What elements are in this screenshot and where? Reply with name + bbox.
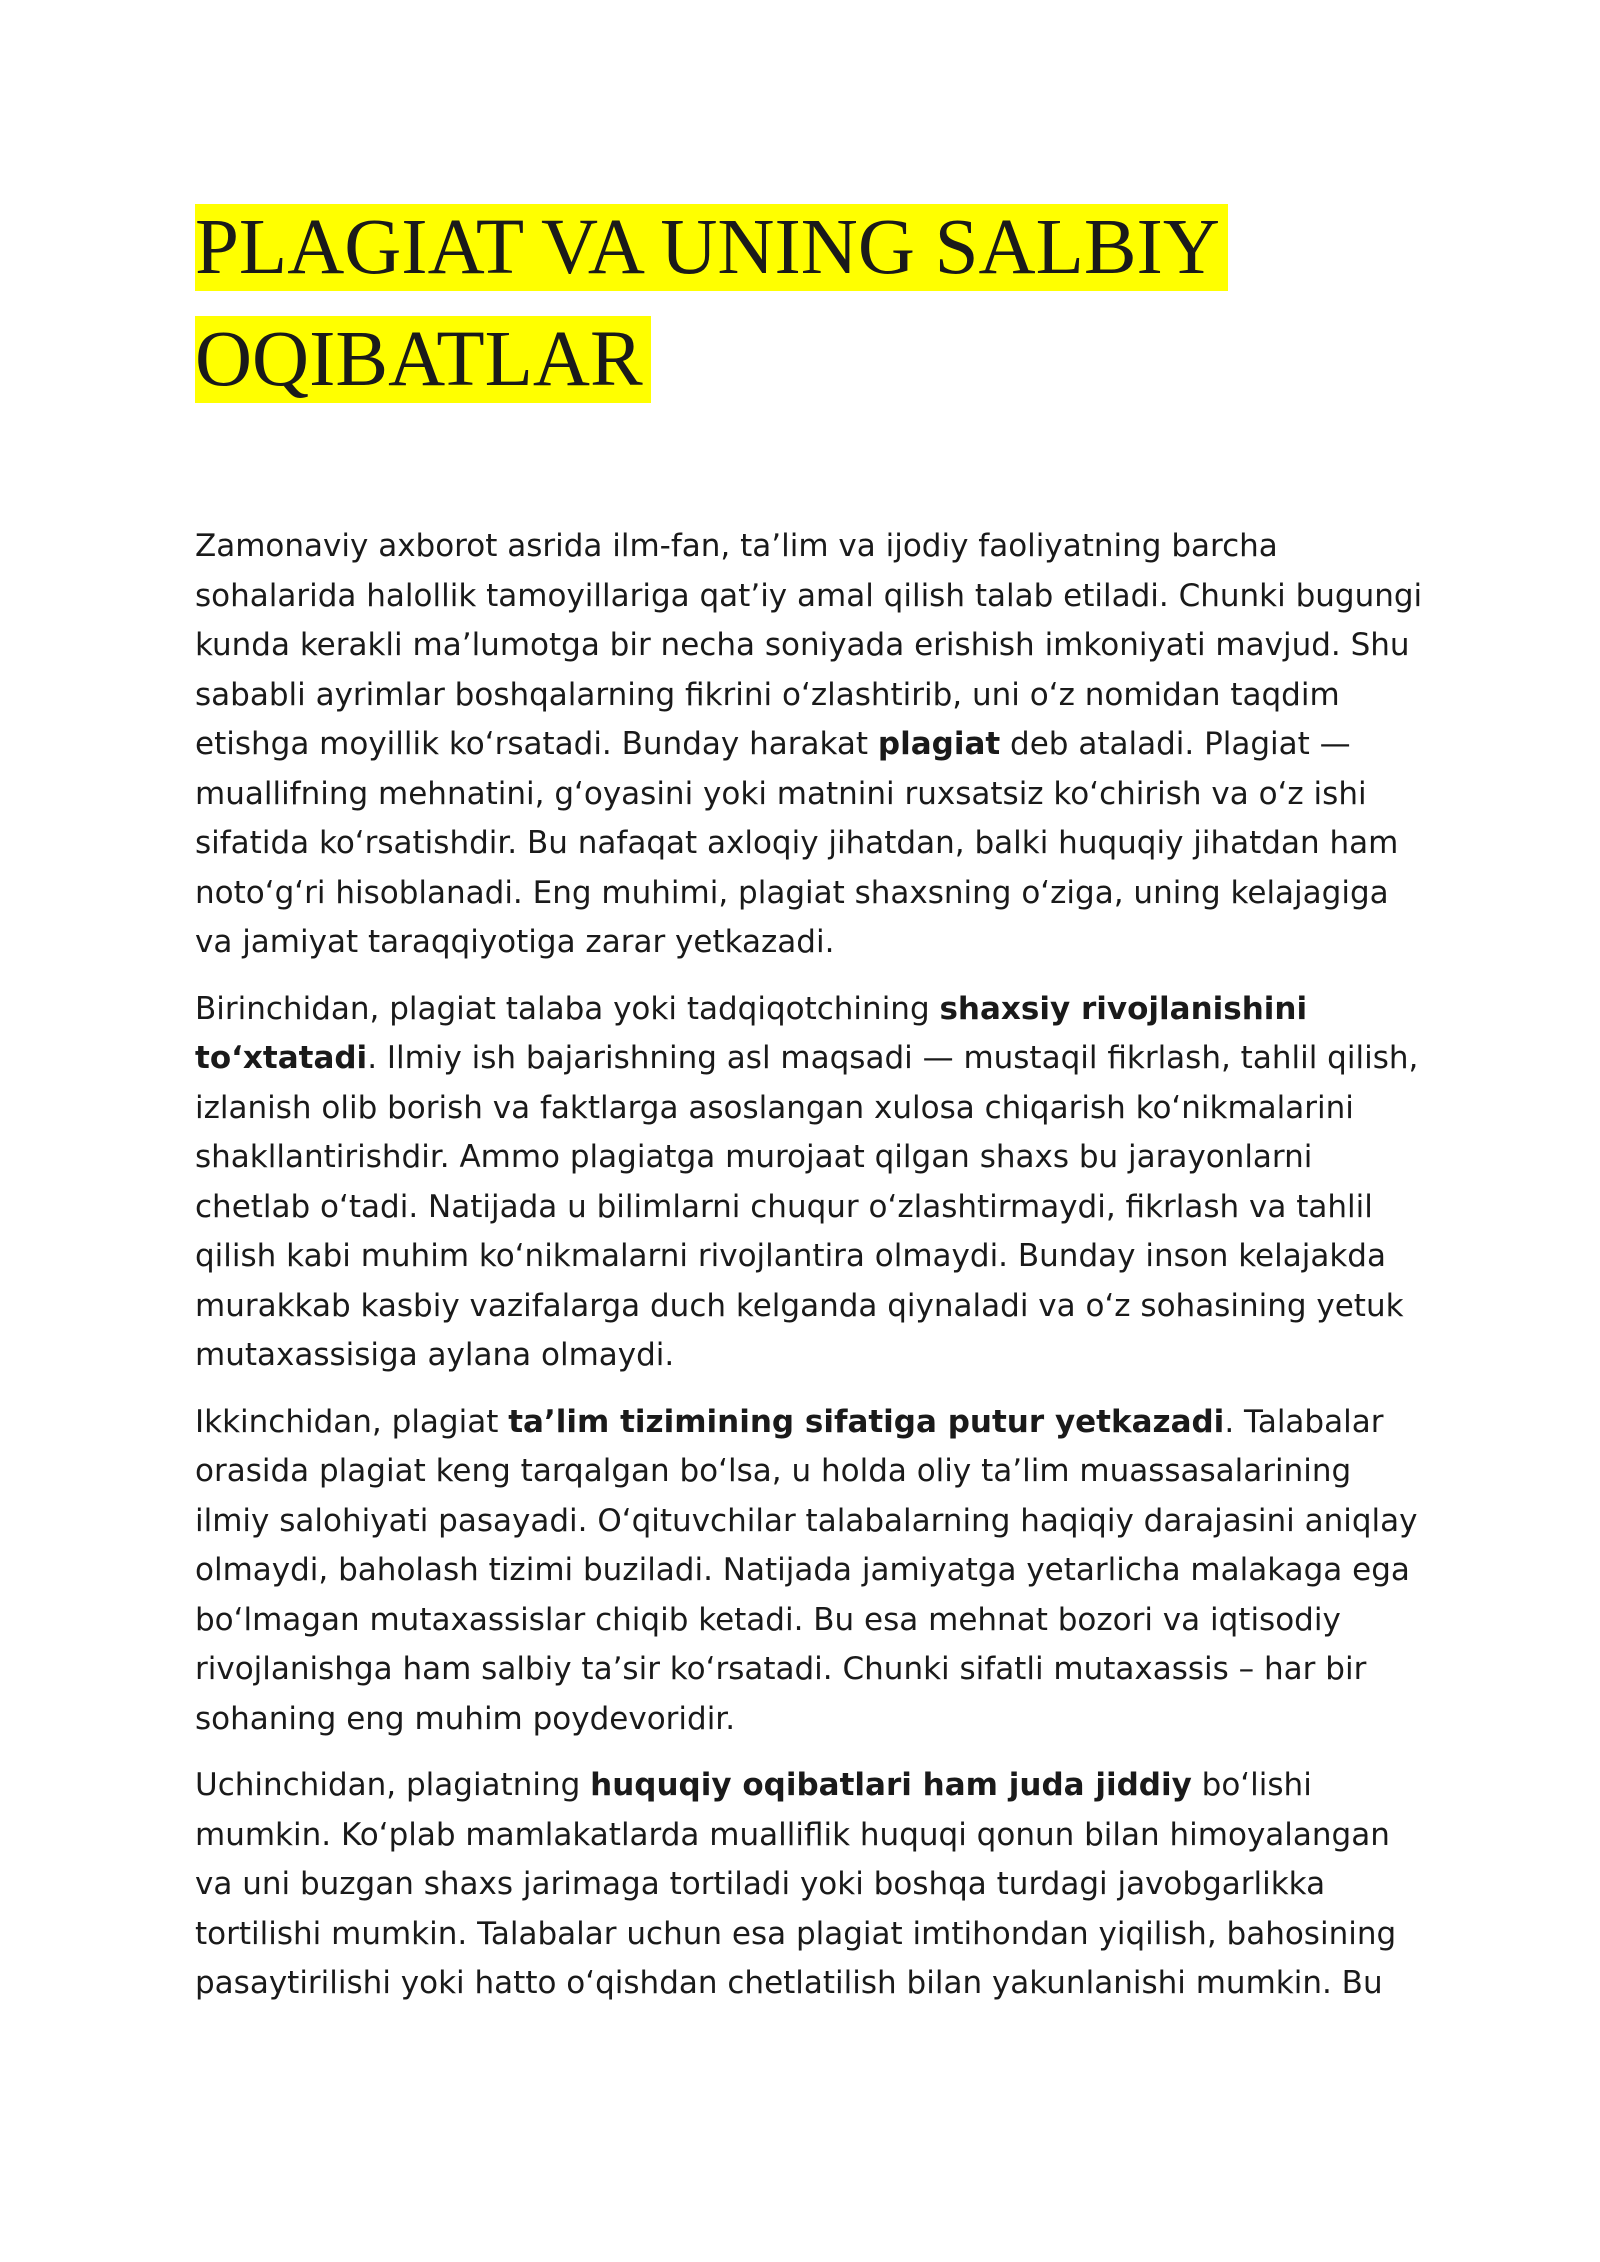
paragraph-text: . Talabalar orasida plagiat keng tarqalgan boʻlsa, u holda oliy ta’lim muassasalarining ilmiy salohiyati pasayadi. Oʻqituvchilar talabalarning haqiqiy darajasini aniqlay olmaydi, baholash tizimi buziladi. Natijada jamiyatga yetarlicha malakaga ega boʻlmagan mutaxassislar chiqib ketadi. Bu esa mehnat bozori va iqtisodiy rivojlanishga ham salbiy ta’sir koʻrsatadi. Chunki sifatli mutaxassis – har bir sohaning eng muhim poydevoridir. bbox=[195, 1403, 1418, 1737]
title-highlight: PLAGIAT VA UNING SALBIY OQIBATLAR bbox=[195, 204, 1228, 403]
paragraph-text: Zamonaviy axborot asrida ilm-fan, ta’lim va ijodiy faoliyatning barcha sohalarida halollik tamoyillariga qat’iy amal qilish talab etiladi. Chunki bugungi kunda kerakli ma’lumotga bir necha soniyada erishish imkoniyati mavjud. Shu sababli ayrimlar boshqalarning fikrini oʻzlashtirib, uni oʻz nomidan taqdim etishga moyillik koʻrsatadi. Bunday harakat bbox=[195, 528, 1423, 762]
paragraph-text: . Ilmiy ish bajarishning asl maqsadi — mustaqil fikrlash, tahlil qilish, izlanish olib borish va faktlarga asoslangan xulosa chiqarish koʻnikmalarini shakllantirishdir. Ammo plagiatga murojaat qilgan shaxs bu jarayonlarni chetlab oʻtadi. Natijada u bilimlarni chuqur oʻzlashtirmaydi, fikrlash va tahlil qilish kabi muhim koʻnikmalarni rivojlantira olmaydi. Bunday inson kelajakda murakkab kasbiy vazifalarga duch kelganda qiynaladi va oʻz sohasining yetuk mutaxassisiga aylana olmaydi. bbox=[195, 1040, 1419, 1373]
document-title bbox=[195, 192, 1245, 416]
paragraph-intro bbox=[195, 522, 1425, 968]
paragraph-text: Ikkinchidan, plagiat bbox=[195, 1403, 509, 1440]
paragraph-second bbox=[195, 1398, 1425, 1745]
paragraph-text: boʻlishi mumkin. Koʻplab mamlakatlarda mualliflik huquqi qonun bilan himoyalangan va uni buzgan shaxs jarimaga tortiladi yoki boshqa turdagi javobgarlikka tortilishi mumkin. Talabalar uchun esa plagiat imtihondan yiqilish, bahosining pasaytirilishi yoki hatto oʻqishdan chetlatilish bilan yakunlanishi mumkin. Bu bbox=[195, 1767, 1397, 2001]
paragraph-third bbox=[195, 1761, 1425, 2009]
bold-term: shaxsiy rivojlanishini toʻxtatadi bbox=[195, 990, 1308, 1076]
paragraph-first bbox=[195, 985, 1425, 1381]
bold-term: plagiat bbox=[877, 726, 1001, 762]
bold-term: huquqiy oqibatlari ham juda jiddiy bbox=[590, 1767, 1192, 1803]
document-body bbox=[195, 522, 1425, 2026]
bold-term: ta’lim tizimining sifatiga putur yetkazadi bbox=[508, 1403, 1225, 1440]
paragraph-text: deb ataladi. Plagiat — muallifning mehnatini, gʻoyasini yoki matnini ruxsatsiz koʻchirish va oʻz ishi sifatida koʻrsatishdir. Bu nafaqat axloqiy jihatdan, balki huquqiy jihatdan ham notoʻgʻri hisoblanadi. Eng muhimi, plagiat shaxsning oʻziga, uning kelajagiga va jamiyat taraqqiyotiga zarar yetkazadi. bbox=[195, 726, 1399, 960]
paragraph-text: Birinchidan, plagiat talaba yoki tadqiqotchining bbox=[195, 990, 940, 1027]
paragraph-text: Uchinchidan, plagiatning bbox=[195, 1767, 591, 1803]
